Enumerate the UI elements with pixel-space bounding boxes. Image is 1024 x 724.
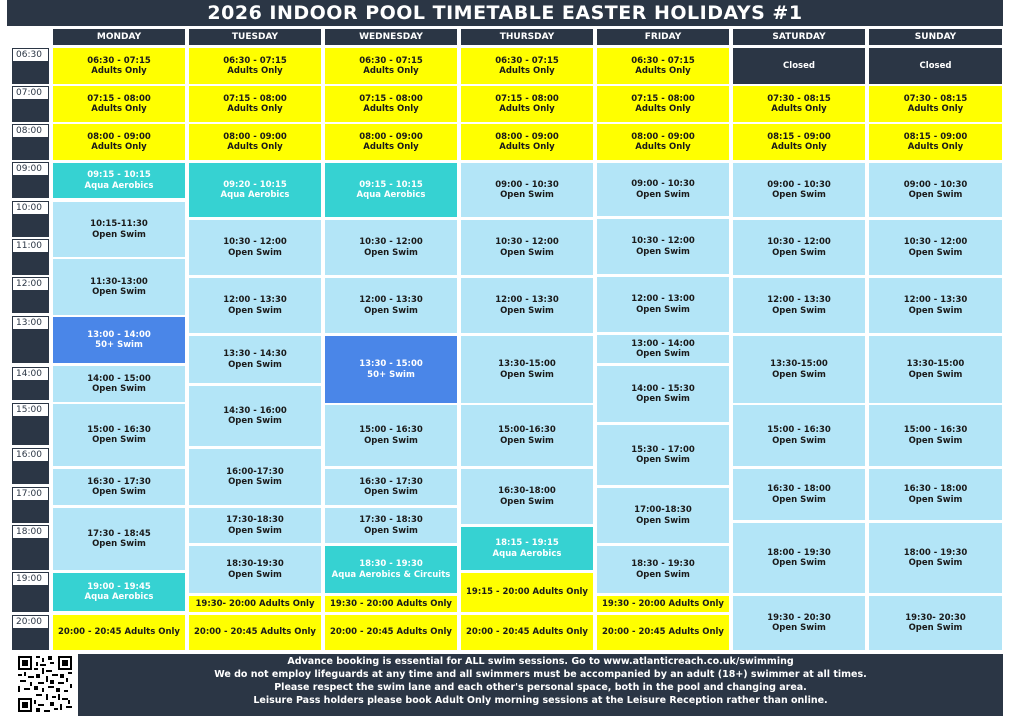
session-time: 16:30 - 18:00 [767, 484, 831, 494]
session-friday [597, 219, 729, 274]
session-saturday [733, 124, 865, 160]
session-time: 10:15-11:30 [90, 219, 148, 229]
session-tuesday [189, 48, 321, 84]
session-time: 09:15 - 10:15 [359, 179, 423, 190]
session-time: 14:00 - 15:30 [631, 383, 695, 394]
session-name: Open Swim [364, 487, 418, 497]
session-name: Open Swim [500, 435, 554, 446]
session-time: 13:30 - 14:30 [223, 349, 287, 359]
session-friday [597, 488, 729, 543]
day-header-saturday: SATURDAY [733, 29, 865, 45]
session-name: Open Swim [500, 305, 554, 316]
session-time: 19:30- 20:30 [905, 612, 966, 623]
session-sunday [869, 163, 1002, 217]
time-label: 08:00 [12, 124, 49, 138]
session-tuesday [189, 278, 321, 333]
session-time: 13:30-15:00 [906, 359, 965, 369]
session-label: 19:15 - 20:00 Adults Only [466, 587, 588, 598]
session-wednesday [325, 336, 457, 403]
session-time: 09:20 - 10:15 [223, 179, 287, 190]
session-time: 17:30 - 18:30 [359, 515, 423, 525]
session-time: 15:00 - 16:30 [903, 425, 968, 435]
session-name: Open Swim [772, 558, 826, 568]
session-name: Aqua Aerobics & Circuits [331, 569, 451, 580]
session-name: Adults Only [227, 66, 283, 76]
session-friday [597, 546, 729, 593]
session-time: 09:00 - 10:30 [767, 179, 831, 190]
session-name: Open Swim [500, 247, 554, 258]
session-monday [53, 469, 185, 505]
session-time: 12:00 - 13:30 [495, 295, 559, 305]
session-name: Aqua Aerobics [356, 190, 426, 200]
session-name: Adults Only [227, 142, 283, 152]
session-time: 10:30 - 12:00 [767, 237, 831, 247]
session-time: 07:15 - 08:00 [631, 93, 695, 104]
session-friday [597, 366, 729, 422]
session-tuesday [189, 508, 321, 543]
session-time: 06:30 - 07:15 [359, 55, 423, 66]
session-time: 17:00-18:30 [634, 505, 692, 515]
time-label: 17:00 [12, 487, 49, 501]
session-name: Open Swim [364, 435, 418, 446]
session-name: Open Swim [92, 435, 146, 445]
session-tuesday [189, 86, 321, 122]
session-thursday [461, 573, 593, 612]
session-wednesday [325, 278, 457, 333]
session-friday [597, 124, 729, 160]
session-time: 19:00 - 19:45 [87, 581, 151, 592]
session-friday [597, 163, 729, 216]
day-header-wednesday: WEDNESDAY [325, 29, 457, 45]
session-thursday [461, 86, 593, 122]
session-sunday [869, 124, 1002, 160]
session-time: 12:00 - 13:30 [223, 295, 287, 305]
session-thursday [461, 220, 593, 275]
session-tuesday [189, 596, 321, 612]
session-name: Open Swim [772, 190, 826, 200]
session-time: 10:30 - 12:00 [495, 237, 559, 247]
session-time: 16:00-17:30 [226, 466, 284, 477]
session-time: 06:30 - 07:15 [223, 55, 287, 66]
session-name: Open Swim [228, 305, 282, 316]
session-time: 18:30 - 19:30 [631, 559, 695, 569]
session-time: 08:00 - 09:00 [87, 131, 151, 142]
footer-line: Leisure Pass holders please book Adult Only morning sessions at the Leisure Reception rather than online. [253, 695, 828, 706]
session-friday [597, 425, 729, 485]
session-time: 16:30-18:00 [498, 486, 556, 496]
session-sunday [869, 523, 1002, 593]
session-name: Open Swim [908, 369, 963, 380]
session-time: 07:15 - 08:00 [495, 93, 559, 104]
session-sunday [869, 86, 1002, 122]
session-time: 11:30-13:00 [90, 276, 148, 287]
session-name: Open Swim [500, 496, 554, 507]
session-saturday [733, 220, 865, 275]
session-name: Adults Only [499, 104, 555, 114]
session-time: 15:00 - 16:30 [87, 424, 151, 435]
session-name: Open Swim [636, 394, 690, 404]
session-time: 13:00 - 14:00 [631, 338, 695, 349]
session-time: 15:00-16:30 [498, 425, 556, 435]
session-time: 08:15 - 09:00 [767, 131, 831, 142]
session-time: 14:30 - 16:00 [223, 405, 287, 416]
session-name: Open Swim [636, 455, 690, 465]
session-friday [597, 335, 729, 363]
session-name: Open Swim [636, 515, 690, 526]
session-name: Open Swim [92, 539, 146, 549]
session-label: 19:30 - 20:00 Adults Only [330, 598, 452, 609]
session-time: 12:00 - 13:00 [631, 294, 695, 304]
session-time: 12:00 - 13:30 [903, 295, 968, 305]
session-time: 08:00 - 09:00 [631, 131, 695, 142]
session-monday [53, 366, 185, 402]
session-name: Aqua Aerobics [84, 180, 154, 191]
session-friday [597, 48, 729, 84]
session-name: Open Swim [500, 369, 554, 380]
time-label: 06:30 [12, 48, 49, 62]
session-name: Open Swim [772, 247, 826, 258]
session-monday [53, 259, 185, 315]
session-name: Adults Only [91, 104, 147, 114]
session-name: Open Swim [636, 349, 690, 359]
session-name: 50+ Swim [95, 340, 143, 350]
session-time: 17:30-18:30 [226, 515, 284, 525]
session-time: 07:30 - 08:15 [903, 93, 968, 104]
session-name: Open Swim [908, 435, 963, 446]
session-name: Adults Only [635, 66, 691, 76]
session-saturday [733, 86, 865, 122]
session-name: Adults Only [363, 142, 419, 152]
day-header-monday: MONDAY [53, 29, 185, 45]
footer-line: Please respect the swim lane and each other's personal space, both in the pool and changing area. [274, 682, 807, 693]
session-monday [53, 508, 185, 570]
session-time: 09:00 - 10:30 [631, 179, 695, 189]
session-time: 13:30-15:00 [498, 359, 556, 369]
session-time: 12:00 - 13:30 [359, 295, 423, 305]
session-time: 07:15 - 08:00 [223, 93, 287, 104]
session-name: Open Swim [772, 305, 826, 316]
session-name: Adults Only [635, 104, 691, 114]
session-time: 16:30 - 17:30 [87, 476, 151, 487]
session-name: Adults Only [91, 142, 147, 152]
session-time: 07:15 - 08:00 [87, 93, 151, 104]
session-wednesday [325, 48, 457, 84]
session-name: Open Swim [92, 287, 146, 297]
session-time: 18:30 - 19:30 [359, 559, 423, 569]
session-time: 13:30 - 15:00 [359, 359, 423, 369]
session-saturday [733, 48, 865, 84]
time-label: 20:00 [12, 615, 49, 629]
session-wednesday [325, 508, 457, 543]
session-time: 07:15 - 08:00 [359, 93, 423, 104]
session-time: 14:00 - 15:00 [87, 373, 151, 384]
time-label: 11:00 [12, 239, 49, 253]
session-time: 18:15 - 19:15 [495, 538, 559, 548]
footer-notes [78, 654, 1003, 716]
page-title: 2026 INDOOR POOL TIMETABLE EASTER HOLIDAYS #1 [7, 0, 1003, 26]
session-name: Adults Only [907, 104, 964, 114]
session-time: 18:30-19:30 [226, 559, 284, 569]
session-name: Open Swim [228, 247, 282, 258]
session-saturday [733, 405, 865, 466]
session-time: 08:00 - 09:00 [223, 131, 287, 142]
time-label: 12:00 [12, 277, 49, 291]
session-time: 16:30 - 18:00 [903, 484, 968, 494]
session-name: Adults Only [91, 66, 147, 76]
session-thursday [461, 48, 593, 84]
time-label: 10:00 [12, 201, 49, 215]
session-saturday [733, 523, 865, 593]
session-thursday [461, 527, 593, 570]
session-time: 15:00 - 16:30 [359, 425, 423, 435]
session-label: 20:00 - 20:45 Adults Only [602, 627, 724, 638]
day-header-tuesday: TUESDAY [189, 29, 321, 45]
session-thursday [461, 163, 593, 217]
session-name: Open Swim [636, 569, 690, 580]
session-name: Open Swim [908, 558, 963, 568]
session-monday [53, 48, 185, 84]
session-name: Open Swim [772, 494, 826, 505]
session-name: Adults Only [771, 104, 827, 114]
session-wednesday [325, 596, 457, 612]
session-time: 10:30 - 12:00 [903, 237, 968, 247]
session-tuesday [189, 336, 321, 383]
session-thursday [461, 615, 593, 650]
session-wednesday [325, 86, 457, 122]
session-monday [53, 86, 185, 122]
session-wednesday [325, 546, 457, 593]
footer-line: Advance booking is essential for ALL swim sessions. Go to www.atlanticreach.co.uk/swimming [287, 656, 794, 667]
session-name: Open Swim [772, 435, 826, 446]
session-time: 06:30 - 07:15 [87, 55, 151, 66]
session-time: 07:30 - 08:15 [767, 93, 831, 104]
session-time: 18:00 - 19:30 [767, 547, 831, 558]
session-tuesday [189, 124, 321, 160]
session-sunday [869, 48, 1002, 84]
time-label: 16:00 [12, 448, 49, 462]
day-header-friday: FRIDAY [597, 29, 729, 45]
session-sunday [869, 220, 1002, 275]
session-name: Open Swim [908, 190, 963, 200]
session-name: Open Swim [92, 384, 146, 394]
session-name: 50+ Swim [367, 369, 415, 380]
session-thursday [461, 405, 593, 466]
session-name: Aqua Aerobics [84, 592, 154, 602]
time-label: 18:00 [12, 525, 49, 539]
session-name: Adults Only [771, 142, 827, 152]
session-time: 09:00 - 10:30 [903, 179, 968, 190]
session-name: Aqua Aerobics [220, 190, 290, 200]
time-label: 09:00 [12, 162, 49, 176]
session-label: 19:30 - 20:00 Adults Only [602, 598, 724, 609]
session-time: 08:00 - 09:00 [495, 131, 559, 142]
session-name: Open Swim [636, 189, 690, 200]
time-label: 07:00 [12, 86, 49, 100]
session-name: Open Swim [364, 247, 418, 258]
session-wednesday [325, 405, 457, 466]
session-label: 20:00 - 20:45 Adults Only [194, 627, 316, 638]
session-monday [53, 573, 185, 611]
day-header-sunday: SUNDAY [869, 29, 1002, 45]
session-wednesday [325, 220, 457, 275]
session-name: Adults Only [907, 142, 964, 152]
session-tuesday [189, 546, 321, 593]
session-saturday [733, 469, 865, 520]
session-label: 20:00 - 20:45 Adults Only [58, 627, 180, 638]
session-saturday [733, 163, 865, 217]
session-name: Open Swim [364, 525, 418, 536]
session-sunday [869, 336, 1002, 403]
session-name: Open Swim [908, 247, 963, 258]
session-time: 13:00 - 14:00 [87, 329, 151, 340]
session-name: Open Swim [228, 477, 282, 487]
session-name: Open Swim [908, 623, 963, 633]
session-time: 17:30 - 18:45 [87, 528, 151, 539]
session-name: Open Swim [228, 416, 282, 426]
session-label: Closed [919, 60, 952, 71]
session-time: 10:30 - 12:00 [223, 237, 287, 247]
qr-code-icon[interactable] [18, 656, 72, 712]
session-sunday [869, 278, 1002, 333]
session-time: 15:00 - 16:30 [767, 425, 831, 435]
session-name: Open Swim [500, 190, 554, 200]
session-name: Open Swim [772, 369, 826, 380]
session-tuesday [189, 220, 321, 275]
session-monday [53, 124, 185, 160]
session-time: 13:30-15:00 [770, 359, 828, 369]
session-name: Open Swim [772, 623, 826, 633]
session-time: 06:30 - 07:15 [495, 55, 559, 66]
session-sunday [869, 405, 1002, 466]
session-name: Open Swim [228, 359, 282, 370]
session-monday [53, 615, 185, 650]
session-friday [597, 86, 729, 122]
time-label: 13:00 [12, 316, 49, 330]
footer-line: We do not employ lifeguards at any time and all swimmers must be accompanied by an adult (18+) swimmer at all times. [214, 669, 867, 680]
session-wednesday [325, 124, 457, 160]
session-name: Open Swim [636, 304, 690, 315]
session-time: 18:00 - 19:30 [903, 547, 968, 558]
time-label: 14:00 [12, 367, 49, 381]
session-time: 09:00 - 10:30 [495, 179, 559, 190]
session-name: Adults Only [227, 104, 283, 114]
session-time: 09:15 - 10:15 [87, 170, 151, 180]
session-saturday [733, 336, 865, 403]
session-wednesday [325, 469, 457, 505]
time-label: 19:00 [12, 572, 49, 586]
session-time: 08:00 - 09:00 [359, 131, 423, 142]
session-sunday [869, 596, 1002, 650]
session-time: 06:30 - 07:15 [631, 55, 695, 66]
session-name: Adults Only [499, 66, 555, 76]
day-header-thursday: THURSDAY [461, 29, 593, 45]
session-label: Closed [783, 60, 815, 71]
session-monday [53, 163, 185, 198]
session-friday [597, 277, 729, 332]
session-name: Open Swim [636, 246, 690, 257]
session-time: 15:30 - 17:00 [631, 444, 695, 455]
session-name: Open Swim [228, 525, 282, 536]
session-thursday [461, 336, 593, 403]
session-time: 19:30 - 20:30 [767, 612, 831, 623]
session-time: 10:30 - 12:00 [359, 237, 423, 247]
session-time: 12:00 - 13:30 [767, 295, 831, 305]
session-sunday [869, 469, 1002, 520]
session-monday [53, 317, 185, 363]
session-name: Open Swim [92, 229, 146, 240]
session-name: Open Swim [228, 569, 282, 580]
session-thursday [461, 278, 593, 333]
session-name: Open Swim [364, 305, 418, 316]
session-tuesday [189, 449, 321, 505]
session-saturday [733, 278, 865, 333]
session-name: Adults Only [635, 142, 691, 152]
session-tuesday [189, 615, 321, 650]
session-name: Aqua Aerobics [492, 548, 562, 559]
session-monday [53, 202, 185, 257]
session-time: 16:30 - 17:30 [359, 476, 423, 487]
session-thursday [461, 469, 593, 524]
session-saturday [733, 596, 865, 650]
session-name: Open Swim [92, 487, 146, 497]
session-tuesday [189, 386, 321, 446]
session-monday [53, 404, 185, 466]
session-thursday [461, 124, 593, 160]
session-name: Adults Only [499, 142, 555, 152]
time-label: 15:00 [12, 403, 49, 417]
session-time: 08:15 - 09:00 [903, 131, 968, 142]
session-time: 10:30 - 12:00 [631, 236, 695, 246]
session-name: Adults Only [363, 66, 419, 76]
session-wednesday [325, 163, 457, 217]
session-label: 20:00 - 20:45 Adults Only [466, 627, 588, 638]
session-name: Adults Only [363, 104, 419, 114]
session-friday [597, 596, 729, 612]
session-label: 20:00 - 20:45 Adults Only [330, 627, 452, 638]
session-name: Open Swim [908, 494, 963, 505]
session-name: Open Swim [908, 305, 963, 316]
session-wednesday [325, 615, 457, 650]
session-friday [597, 615, 729, 650]
session-tuesday [189, 163, 321, 217]
session-label: 19:30- 20:00 Adults Only [195, 598, 315, 609]
